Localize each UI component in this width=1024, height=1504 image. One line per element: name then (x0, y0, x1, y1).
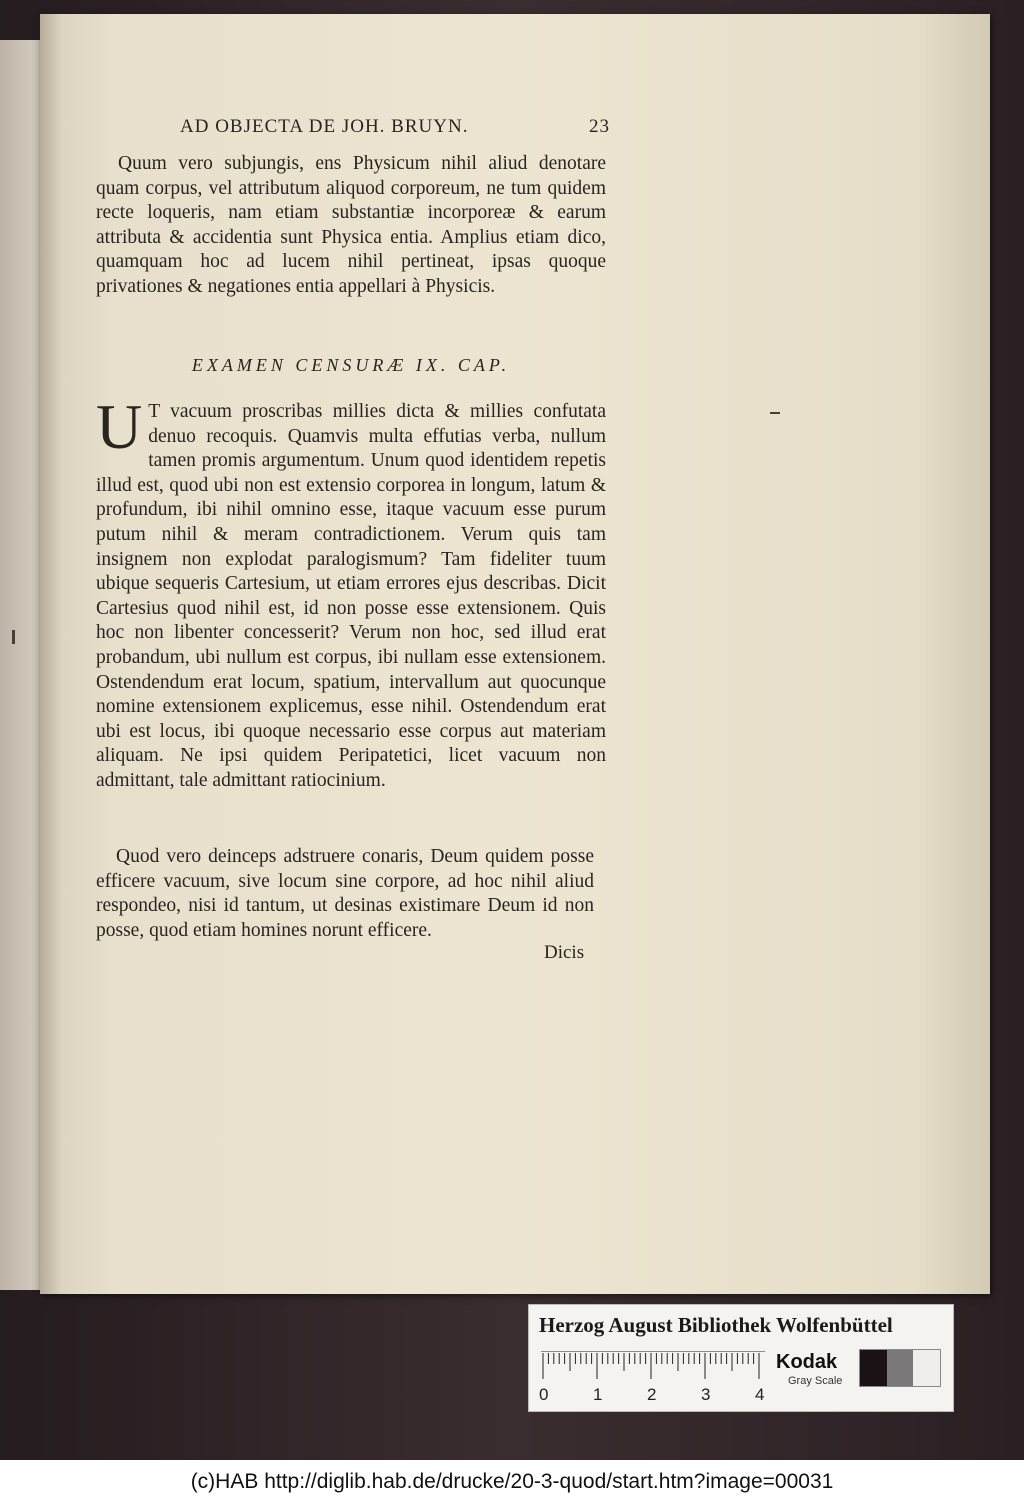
ruler-number: 4 (755, 1385, 765, 1404)
margin-mark (12, 630, 15, 644)
ruler-numbers (539, 1385, 779, 1405)
swatch-black (860, 1350, 887, 1386)
paragraph-2: T vacuum proscribas millies dicta & millies confutata denuo recoquis. Quamvis multa effutias verba, nullum tamen promis argumentum. Unum quod identidem repetis illud est, quod ubi non est extensio corporea in longum, latum & profundum, ibi nihil omnino esse, itaque vacuum esse purum putum nihil & meram contradictionem. Verum quis tam insignem non explodat paralogismum? Tam fideliter tuum ubique sequeris Cartesium, ut etiam errores ejus describas. Dicit Cartesius quod nihil est, id non posse esse extensionem. Quis hoc non libenter concesserit? Verum non hoc, sed illud erat probandum, ubi nullum est corpus, ibi nullam esse extensionem. Ostendendum erat locum, spatium, intervallum aut quocunque nomine extensionem explicemus, esse nihil. Ostendendum erat ubi est locus, ibi quoque necessario esse corpus aut materiam aliquam. Ne ipsi quidem Peripatetici, licet vacuum non admittant, tale admittant ratiocinium. (96, 401, 606, 791)
ruler-scale (541, 1351, 765, 1381)
swatch-white (913, 1350, 940, 1386)
kodak-logo: Kodak (776, 1351, 838, 1373)
paragraph-2-block (96, 391, 606, 794)
ruler-number: 0 (539, 1385, 549, 1404)
section-heading: EXAMEN CENSURÆ IX. CAP. (191, 355, 511, 375)
header-title: AD OBJECTA DE JOH. BRUYN. (180, 116, 469, 137)
page-number: 23 (589, 116, 610, 137)
ruler-number: 2 (647, 1385, 657, 1404)
ruler-number: 1 (593, 1385, 603, 1404)
gray-swatches (859, 1349, 941, 1387)
gray-scale-label: Gray Scale (788, 1375, 843, 1387)
gutter-shadow (40, 14, 62, 1294)
drop-cap: U (96, 391, 143, 462)
paragraph-1: Quum vero subjungis, ens Physicum nihil aliud denotare quam corpus, vel attributum aliquod corporeum, ne tum quidem recte loqueris, nam etiam substantiæ incorporeæ & earum attributa & accidentia sunt Physica entia. Amplius etiam dico, quamquam hoc ad lucem nihil pertineat, ipsas quoque privationes & negationes entia appellari à Physicis. (96, 153, 606, 297)
library-name: Herzog August Bibliothek Wolfenbüttel (539, 1313, 893, 1337)
copyright-footer: (c)HAB http://diglib.hab.de/drucke/20-3-quod/start.htm?image=00031 (0, 1460, 1024, 1504)
margin-mark (770, 412, 780, 414)
catchword: Dicis (544, 942, 585, 963)
color-calibration-card (528, 1304, 954, 1412)
running-header (180, 116, 610, 142)
ruler-number: 3 (701, 1385, 711, 1404)
swatch-gray (887, 1350, 914, 1386)
paragraph-3: Quod vero deinceps adstruere conaris, Deum quidem posse efficere vacuum, sive locum sine corpore, ad hoc nihil aliud respondeo, nisi id tantum, ut desinas existimare Deum id non posse, quod etiam homines norunt efficere. (96, 846, 594, 941)
